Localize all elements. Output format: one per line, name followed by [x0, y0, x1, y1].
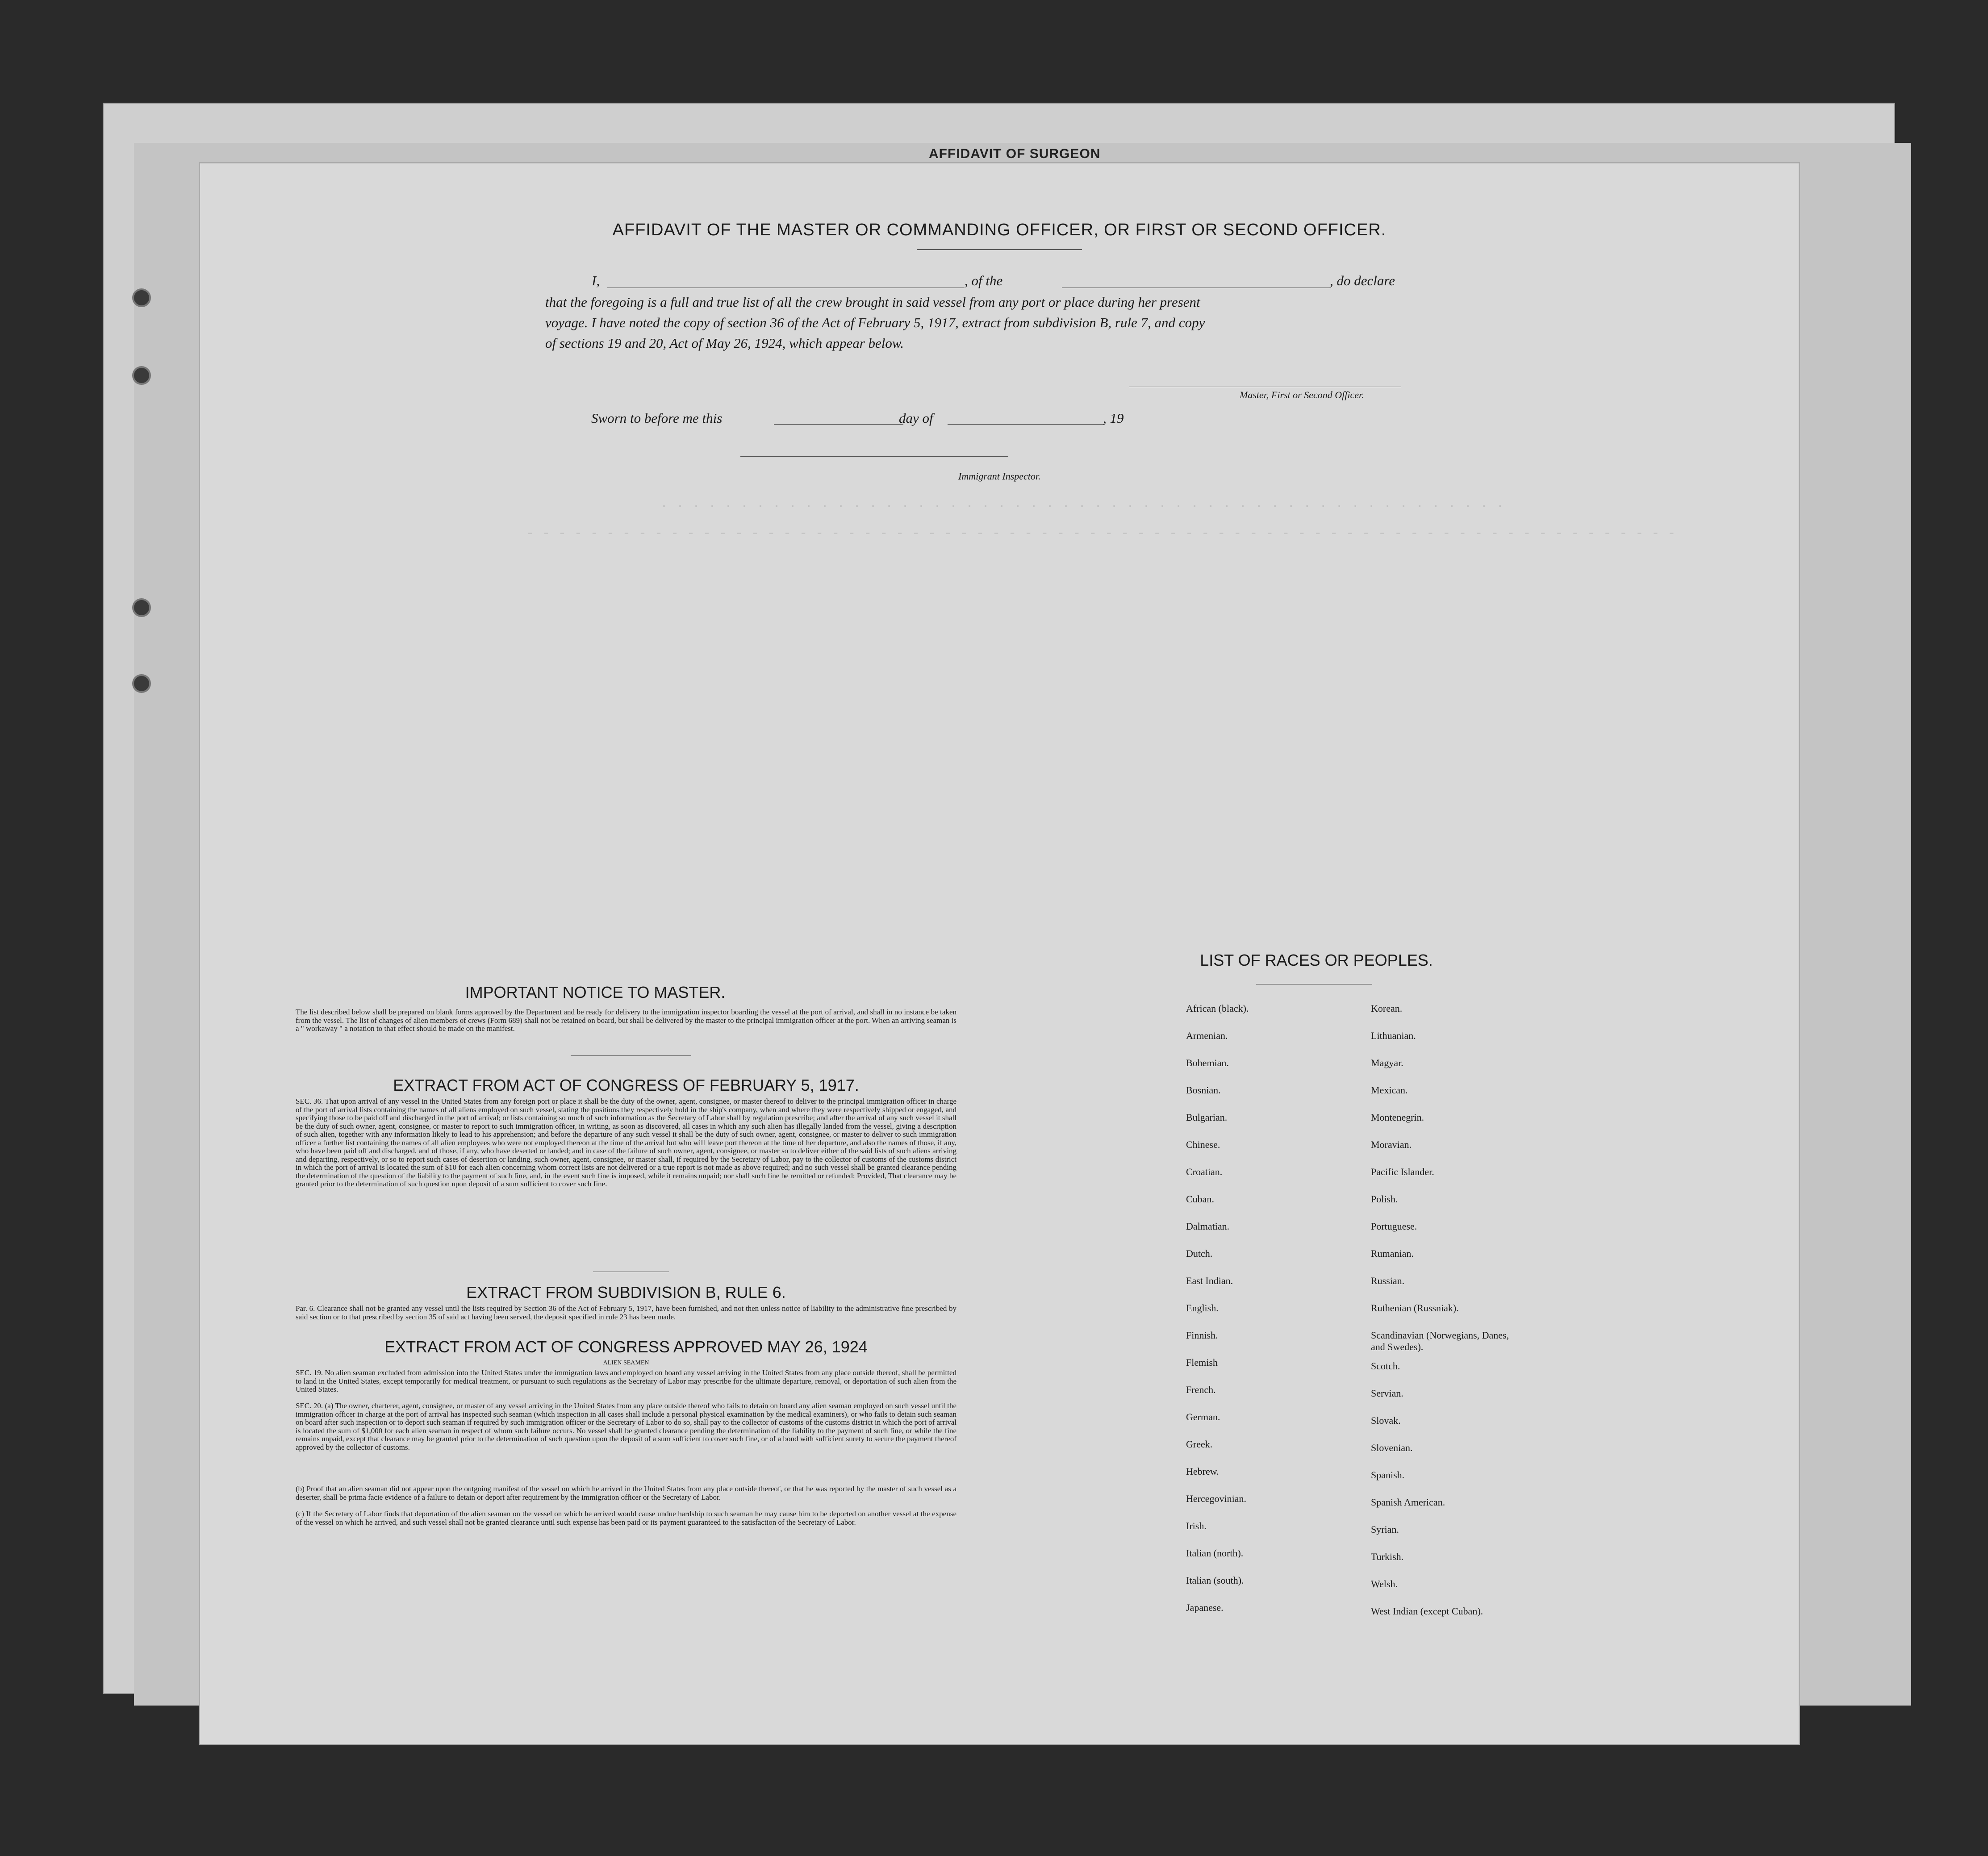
extract-1924-title: EXTRACT FROM ACT OF CONGRESS APPROVED MAY 26, 1924 — [384, 1338, 868, 1356]
race-item: Irish. — [1186, 1520, 1207, 1531]
race-item: Slovak. — [1371, 1415, 1401, 1426]
inspector-signature-line — [740, 456, 1008, 457]
extract-rule6-title: EXTRACT FROM SUBDIVISION B, RULE 6. — [466, 1283, 786, 1301]
race-item: Italian (north). — [1186, 1547, 1244, 1559]
race-item: Scotch. — [1371, 1360, 1400, 1372]
race-item: Russian. — [1371, 1275, 1405, 1286]
year-label: , 19 — [1103, 410, 1124, 426]
race-item: Polish. — [1371, 1193, 1398, 1205]
inspector-label: Immigrant Inspector. — [958, 471, 1041, 482]
race-item: Flemish — [1186, 1357, 1218, 1368]
month-blank — [948, 424, 1104, 425]
race-item: Croatian. — [1186, 1166, 1223, 1177]
race-item: East Indian. — [1186, 1275, 1233, 1286]
notice-text: The list described below shall be prepared on blank forms approved by the Department and be ready for delivery to the immigration inspector boarding the vessel at the port of arrival, and shall in no instance be taken from the vessel. The list of changes of alien members of crews (Form 689) shall not be retained on board, but shall be delivered by the master to the principal immigration officer at the port. When an arriving seaman is a " workaway " a notation to that effect should be made on the manifest. — [296, 1008, 956, 1033]
binder-hole-icon — [132, 288, 151, 307]
day-of-label: day of — [899, 410, 933, 426]
race-item: Spanish American. — [1371, 1497, 1445, 1508]
binder-hole-icon — [132, 366, 151, 385]
race-item: English. — [1186, 1302, 1219, 1314]
divider — [571, 1055, 691, 1056]
extract-1924-sec20b: (b) Proof that an alien seaman did not appear upon the outgoing manifest of the vessel on which he arrived in the United States from any place outside thereof, or that he was reported by the master of such vessel as a deserter, shall be prima facie evidence of a failure to detain or deport after requirement by the immigration officer or the Secretary of Labor. — [296, 1485, 956, 1501]
race-item: Mexican. — [1371, 1084, 1408, 1096]
race-item: Hercegovinian. — [1186, 1493, 1246, 1504]
race-item: Magyar. — [1371, 1057, 1403, 1068]
race-item: Pacific Islander. — [1371, 1166, 1434, 1177]
race-item: Bulgarian. — [1186, 1112, 1228, 1123]
affidavit-sheet — [200, 163, 1799, 1744]
race-item: Syrian. — [1371, 1524, 1399, 1535]
race-item: Moravian. — [1371, 1139, 1412, 1150]
race-item: German. — [1186, 1411, 1220, 1422]
declaration-i: I, — [592, 273, 600, 288]
divider — [917, 249, 1082, 250]
extract-1924-sec20a: SEC. 20. (a) The owner, charterer, agent, consignee, or master of any vessel arriving in the United States from any place outside thereof who fails to detain on board any alien seaman employed on such vessel until the immigration officer in charge at the port of arrival has inspected such seaman (which inspection in all cases shall include a personal physical examination by the medical examiners), or who fails to detain such seaman on board after such inspection or to deport such seaman if required by such immigration officer or the Secretary of Labor to do so, shall pay to the collector of customs of the customs district in which the port of arrival is located the sum of $1,000 for each alien seaman in respect of whom such failure occurs. No vessel shall be granted clearance pending the determination of the liability to the payment of such fine, or while the fine remains unpaid, except that clearance may be granted prior to the determination of such question upon the deposit of a sum sufficient to cover such fine, or of a bond with sufficient surety to secure the payment thereof approved by the collector of customs. — [296, 1401, 956, 1451]
race-item: Korean. — [1371, 1003, 1403, 1014]
declaration-line-3: voyage. I have noted the copy of section 36 of the Act of February 5, 1917, extract from subdivision B, rule 7, and copy — [545, 315, 1205, 330]
race-item: Italian (south). — [1186, 1575, 1244, 1586]
extract-1917-title: EXTRACT FROM ACT OF CONGRESS OF FEBRUARY 5, 1917. — [393, 1076, 859, 1094]
race-item: Portuguese. — [1371, 1221, 1417, 1232]
race-item: Montenegrin. — [1371, 1112, 1424, 1123]
race-item: Japanese. — [1186, 1602, 1224, 1613]
extract-1917-text: SEC. 36. That upon arrival of any vessel in the United States from any foreign port or place it shall be the duty of the owner, agent, consignee, or master thereof to deliver to the principal immigration officer in charge of the port of arrival lists containing the names of all aliens employed on such vessel, stating the positions they respectively hold in the ship's company, when and where they were respectively shipped or engaged, and specifying those to be paid off and discharged in the port of arrival; or lists containing so much of such information as the Secretary of Labor shall by regulation prescribe; and after the arrival of any such vessel it shall be the duty of such owner, agent, consignee, or master to report to such immigration officer, in writing, as soon as discovered, all cases in which any such alien has illegally landed from the vessel, giving a description of such alien, together with any information likely to lead to his apprehension; and before the departure of any such vessel it shall be the duty of such owner, agent, consignee, or master to deliver to such immigration officer a further list containing the names of all alien employees who were not employed thereon at the time of the arrival but who will leave port thereon at the time of her departure, and also the names of those, if any, who have been paid off and discharged, and of those, if any, who have deserted or landed; and in case of the failure of such owner, agent, consignee, or master so to deliver either of the said lists of such aliens arriving and departing, respectively, or so to report such cases of desertion or landing, such owner, agent, consignee, or master shall, if required by the Secretary of Labor, pay to the collector of customs of the customs district in which the port of arrival is located the sum of $10 for each alien concerning whom correct lists are not delivered or a true report is not made as above required; and no such vessel shall be granted clearance pending the determination of the question of the liability to the payment of such fine, and, in the event such fine is imposed, while it remains unpaid; nor shall such fine be remitted or refunded: Provided, That clearance may be granted prior to the determination of such question upon deposit of a sum sufficient to cover such fine. — [296, 1097, 956, 1188]
race-item: Bosnian. — [1186, 1084, 1221, 1096]
extract-1924-sec19: SEC. 19. No alien seaman excluded from admission into the United States under the immigration laws and employed on board any vessel arriving in the United States from any place outside thereof, shall be permitted to land in the United States, except temporarily for medical treatment, or pursuant to such regulations as the Secretary of Labor may prescribe for the ultimate departure, removal, or deportation of such alien from the United States. — [296, 1368, 956, 1393]
declaration-declare: , do declare — [1330, 273, 1395, 288]
binder-hole-icon — [132, 598, 151, 617]
declaration-line-2: that the foregoing is a full and true list of all the crew brought in said vessel from any port or place during her present — [545, 294, 1200, 310]
race-item: Lithuanian. — [1371, 1030, 1416, 1041]
race-item: Spanish. — [1371, 1469, 1405, 1481]
day-blank — [774, 424, 903, 425]
extract-1924-subtitle: ALIEN SEAMEN — [603, 1360, 649, 1366]
race-item: Ruthenian (Russniak). — [1371, 1302, 1459, 1314]
master-label: Master, First or Second Officer. — [1240, 389, 1364, 400]
race-item: Chinese. — [1186, 1139, 1220, 1150]
race-item: Dalmatian. — [1186, 1221, 1230, 1232]
race-item: Turkish. — [1371, 1551, 1404, 1562]
race-item: French. — [1186, 1384, 1216, 1395]
binder-hole-icon — [132, 674, 151, 693]
bleed-through-text: . . . . . . . . . . . . . . . . . . . . . . . . . . . . . . . . . . . . . . . . . . . . . . . . . . . . . — [660, 496, 1504, 512]
affidavit-title: AFFIDAVIT OF THE MASTER OR COMMANDING OFFICER, OR FIRST OR SECOND OFFICER. — [612, 221, 1387, 239]
race-item: Armenian. — [1186, 1030, 1228, 1041]
race-item: Slovenian. — [1371, 1442, 1413, 1453]
race-item: Servian. — [1371, 1388, 1403, 1399]
race-item: African (black). — [1186, 1003, 1249, 1014]
notice-title: IMPORTANT NOTICE TO MASTER. — [465, 983, 726, 1001]
extract-1924-sec20c: (c) If the Secretary of Labor finds that deportation of the alien seaman on the vessel on which he arrived would cause undue hardship to such seaman he may cause him to be deported on another vessel at the expense of the vessel on which he arrived, and such vessel shall not be granted clearance until such expense has been paid or its payment guaranteed to the satisfaction of the Secretary of Labor. — [296, 1510, 956, 1527]
race-item: West Indian (except Cuban). — [1371, 1606, 1483, 1617]
race-item: Welsh. — [1371, 1578, 1398, 1589]
declaration-line-4: of sections 19 and 20, Act of May 26, 1924, which appear below. — [545, 335, 904, 351]
sworn-label: Sworn to before me this — [591, 410, 723, 426]
back-sheet-title: AFFIDAVIT OF SURGEON — [929, 146, 1101, 161]
race-item: Finnish. — [1186, 1330, 1218, 1341]
race-item: Scandinavian (Norwegians, Danes, and Swedes). — [1371, 1330, 1509, 1352]
race-item: Dutch. — [1186, 1248, 1213, 1259]
race-item: Cuban. — [1186, 1193, 1214, 1205]
bleed-through-text: - - - - - - - - - - - - - - - - - - - - - - - - - - - - - - - - - - - - - - - - - - - - - - - - - - - - - - - - - - - - - - - - - - - - - - - - — [526, 526, 1676, 541]
declaration-of-the: , of the — [965, 273, 1003, 288]
races-title: LIST OF RACES OR PEOPLES. — [1200, 951, 1433, 969]
race-item: Rumanian. — [1371, 1248, 1414, 1259]
race-item: Bohemian. — [1186, 1057, 1229, 1068]
race-item: Hebrew. — [1186, 1466, 1219, 1477]
extract-rule6-text: Par. 6. Clearance shall not be granted any vessel until the lists required by Section 36 of the Act of February 5, 1917, have been furnished, and not then unless notice of liability to the administrative fine prescribed by said section or to that prescribed by section 35 of said act having been served, the deposit specified in rule 23 has been made. — [296, 1304, 956, 1321]
race-item: Greek. — [1186, 1439, 1213, 1450]
